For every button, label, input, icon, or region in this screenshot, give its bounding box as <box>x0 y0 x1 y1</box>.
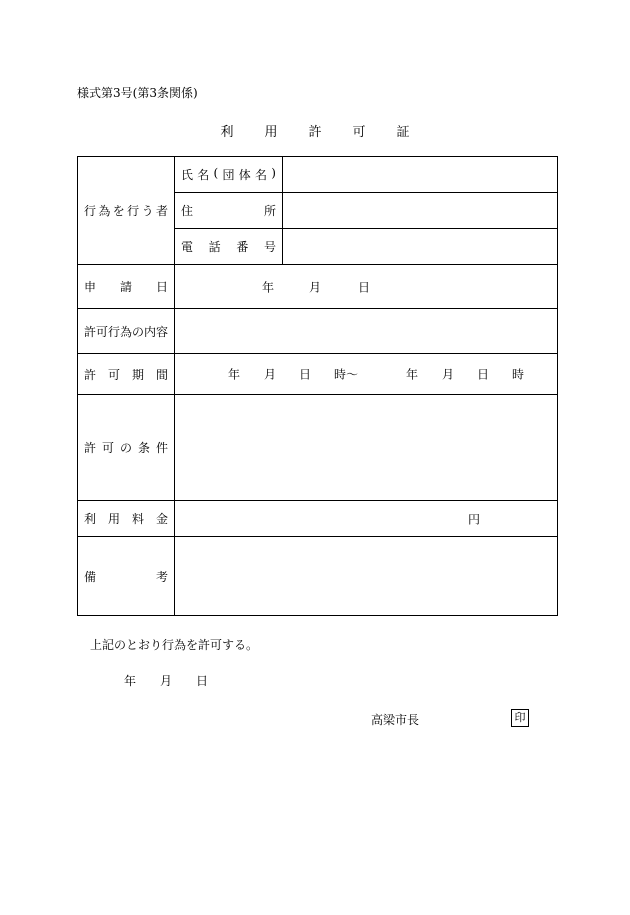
applicant-label: 行 為 を 行 う 者 <box>84 204 168 218</box>
remarks-label: 備 考 <box>84 569 168 584</box>
yen-unit: 円 <box>468 512 481 526</box>
conditions-label-cell <box>78 395 175 501</box>
remarks-field[interactable] <box>175 537 558 616</box>
fee-label-cell <box>78 501 175 537</box>
to-month-unit: 月 <box>442 367 455 382</box>
title-char: 利 <box>220 125 234 140</box>
conditions-field[interactable] <box>175 395 558 501</box>
seal-mark: 印 <box>511 709 529 727</box>
permitted-act-label: 許可行為の内容 <box>78 309 175 354</box>
application-date-label-cell <box>78 265 175 309</box>
address-label: 住 所 <box>181 204 276 218</box>
title-char: 証 <box>396 125 410 140</box>
from-month-unit: 月 <box>264 367 277 382</box>
from-day-unit: 日 <box>299 367 312 382</box>
document-title <box>0 121 630 140</box>
year-unit: 年 <box>262 280 275 294</box>
fee-field[interactable] <box>175 501 558 537</box>
issue-month-unit: 月 <box>160 674 173 688</box>
application-date-label: 申 請 日 <box>84 280 168 294</box>
application-date-field[interactable] <box>175 265 558 309</box>
from-year-unit: 年 <box>228 367 241 382</box>
permission-statement: 上記のとおり行為を許可する。 <box>90 638 259 652</box>
address-label-cell <box>175 193 283 229</box>
phone-field[interactable] <box>283 229 558 265</box>
day-unit: 日 <box>358 280 371 294</box>
name-field[interactable] <box>283 157 558 193</box>
to-hour-unit: 時 <box>512 367 525 382</box>
phone-label-cell <box>175 229 283 265</box>
phone-label: 電 話 番 号 <box>181 240 276 254</box>
permit-form-table <box>77 156 558 616</box>
remarks-label-cell <box>78 537 175 616</box>
permitted-act-field[interactable] <box>175 309 558 354</box>
applicant-label-cell <box>78 157 175 265</box>
conditions-label: 許 可 の 条 件 <box>84 441 168 455</box>
from-hour-unit: 時～ <box>334 367 359 382</box>
period-field[interactable] <box>175 354 558 395</box>
name-label-cell <box>175 157 283 193</box>
month-unit: 月 <box>309 280 322 294</box>
address-field[interactable] <box>283 193 558 229</box>
fee-label: 利 用 料 金 <box>84 512 168 526</box>
to-day-unit: 日 <box>477 367 490 382</box>
issue-year-unit: 年 <box>124 674 137 688</box>
title-char: 用 <box>264 125 278 140</box>
form-number: 様式第3号(第3条関係) <box>77 86 198 100</box>
period-label-cell <box>78 354 175 395</box>
period-label: 許 可 期 間 <box>84 367 168 382</box>
issue-day-unit: 日 <box>196 674 209 688</box>
name-label: 氏 名 ( 団 体 名 ) <box>181 166 276 182</box>
issuer-title: 高梁市長 <box>371 713 420 727</box>
to-year-unit: 年 <box>406 367 419 382</box>
title-char: 可 <box>352 125 366 140</box>
title-char: 許 <box>308 125 322 140</box>
